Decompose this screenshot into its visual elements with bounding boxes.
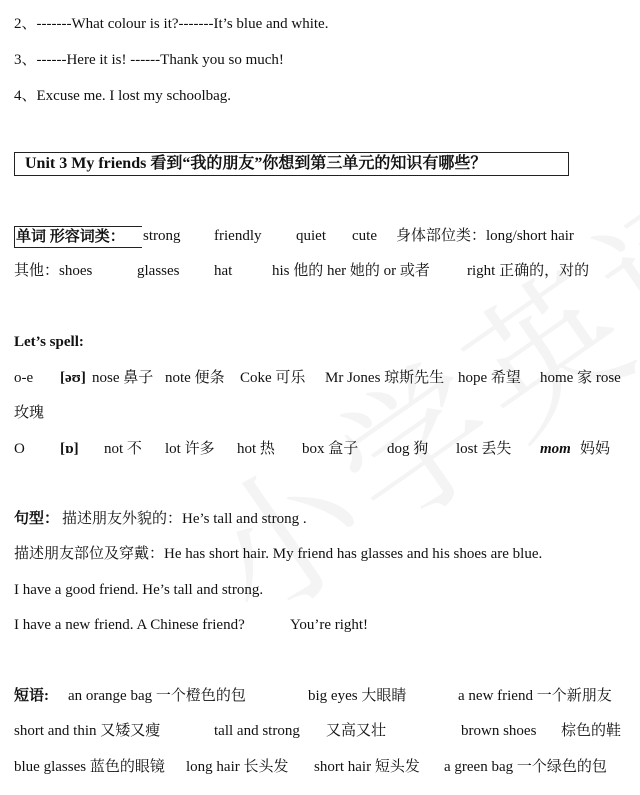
dialogue-2: 2、-------What colour is it?-------It’s blue and white. xyxy=(14,16,329,32)
spell-o-word-7-en: mom xyxy=(540,441,571,457)
phrase-2-2: tall and strong xyxy=(214,723,300,739)
phrase-1-1: an orange bag 一个橙色的包 xyxy=(68,688,246,704)
phrase-3-1: blue glasses 蓝色的眼镜 xyxy=(14,759,165,775)
vocab-other-4: right 正确的，对的 xyxy=(467,263,590,279)
vocab-others-label: 其他：shoes xyxy=(14,263,93,279)
spell-oe-word-5: hope 希望 xyxy=(458,370,521,386)
unit-title: Unit 3 My friends 看到“我的朋友”你想到第三单元的知识有哪些？ xyxy=(14,152,569,176)
vocab-body: 身体部位类：long/short hair xyxy=(396,228,574,244)
phrase-1-3: a new friend 一个新朋友 xyxy=(458,688,612,704)
dialogue-3: 3、------Here it is! ------Thank you so much! xyxy=(14,52,284,68)
sentence-4a: I have a new friend. A Chinese friend? xyxy=(14,617,245,633)
spell-oe-wrap: 玫瑰 xyxy=(14,405,45,421)
spell-o-word-5: dog 狗 xyxy=(387,441,429,457)
spell-oe-word-6: home 家 rose xyxy=(540,370,621,386)
phrase-2-4: brown shoes xyxy=(461,723,537,739)
vocab-adj-3: quiet xyxy=(296,228,326,244)
spell-oe-word-2: note 便条 xyxy=(165,370,225,386)
spell-o-word-6: lost 丢失 xyxy=(456,441,512,457)
vocab-label: 单词 形容词类： xyxy=(14,226,142,248)
phrase-3-2: long hair 长头发 xyxy=(186,759,289,775)
vocab-adj-2: friendly xyxy=(214,228,262,244)
spell-oe-word-3: Coke 可乐 xyxy=(240,370,306,386)
vocab-adj-1: strong xyxy=(143,228,181,244)
spell-oe-word-1: nose 鼻子 xyxy=(92,370,154,386)
vocab-other-3: his 他的 her 她的 or 或者 xyxy=(272,263,430,279)
spell-o-letter: O xyxy=(14,441,25,457)
spell-o-word-3: hot 热 xyxy=(237,441,275,457)
phrase-3-3: short hair 短头发 xyxy=(314,759,420,775)
dialogue-4: 4、Excuse me. I lost my schoolbag. xyxy=(14,88,232,104)
vocab-other-1: glasses xyxy=(137,263,180,279)
sentence-3: I have a good friend. He’s tall and strong. xyxy=(14,582,264,598)
spell-o-ipa: [ɒ] xyxy=(60,441,79,457)
phrase-label: 短语: xyxy=(14,688,49,704)
spell-o-word-1: not 不 xyxy=(104,441,142,457)
phrase-2-5: 棕色的鞋 xyxy=(561,723,622,739)
spell-oe-ipa: [əʊ] xyxy=(60,370,86,386)
vocab-other-2: hat xyxy=(214,263,233,279)
phrase-2-3: 又高又壮 xyxy=(326,723,387,739)
phrase-3-4: a green bag 一个绿色的包 xyxy=(444,759,607,775)
phrase-2-1: short and thin 又矮又瘦 xyxy=(14,723,161,739)
spell-o-word-4: box 盒子 xyxy=(302,441,359,457)
spell-oe-word-4: Mr Jones 琼斯先生 xyxy=(325,370,445,386)
sentence-label: 句型： xyxy=(14,511,60,527)
spell-o-word-7-cn: 妈妈 xyxy=(580,441,611,457)
spell-o-word-2: lot 许多 xyxy=(165,441,215,457)
spell-title: Let’s spell: xyxy=(14,334,84,350)
sentence-4b: You’re right! xyxy=(290,617,369,633)
sentence-1: 描述朋友外貌的：He’s tall and strong . xyxy=(62,511,307,527)
phrase-1-2: big eyes 大眼睛 xyxy=(308,688,407,704)
sentence-2: 描述朋友部位及穿戴：He has short hair. My friend has glasses and his shoes are blue. xyxy=(14,546,543,562)
spell-oe-letter: o-e xyxy=(14,370,34,386)
vocab-adj-4: cute xyxy=(352,228,377,244)
